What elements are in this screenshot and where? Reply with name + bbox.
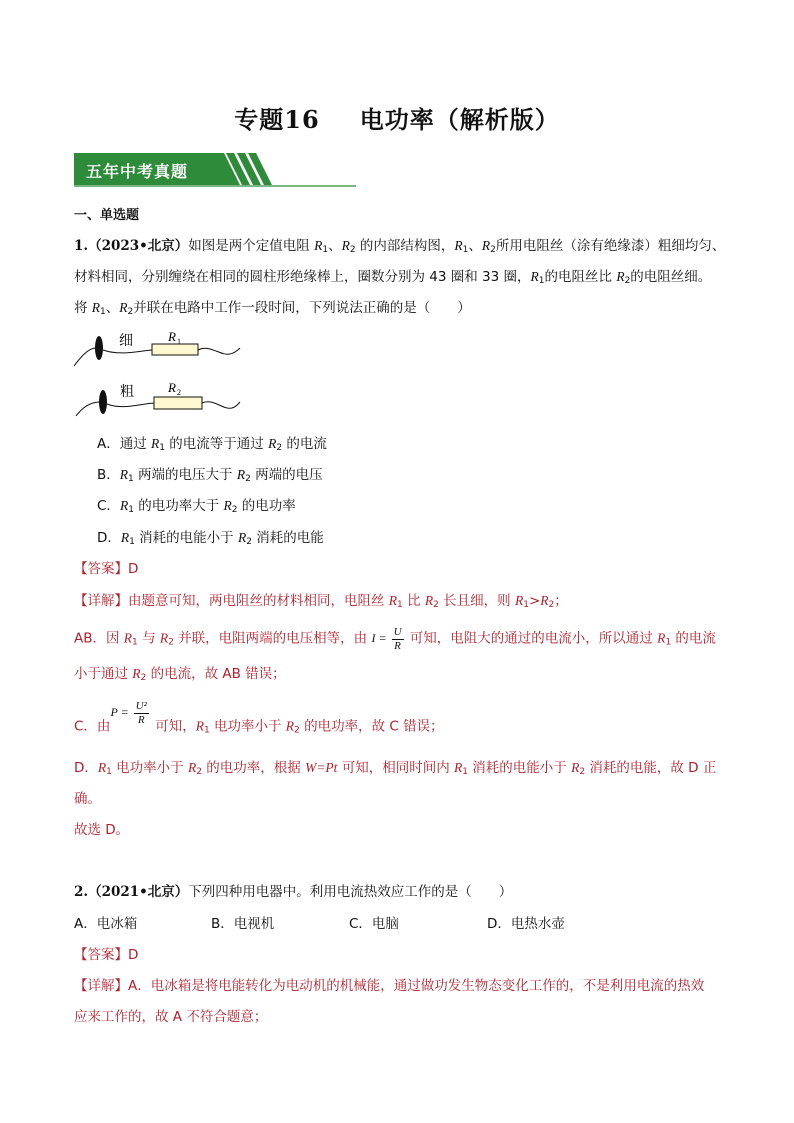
detail-text: 长且细，则 — [438, 593, 515, 609]
opt-text: 的电流 — [282, 436, 327, 452]
formula-ohm — [371, 626, 405, 652]
q1-text: 将 — [74, 300, 92, 316]
sub: 1 — [665, 637, 672, 648]
r1-label: R — [168, 329, 176, 344]
detail-tag: 【详解】 — [74, 978, 128, 994]
q2-option-d: D．电热水壶 — [487, 916, 565, 932]
sub: 2 — [276, 443, 283, 453]
opt-text: 的电功率大于 — [133, 498, 224, 514]
var-r: R — [424, 593, 434, 608]
q1-detail-4 — [74, 700, 444, 741]
sub: 1 — [100, 307, 106, 317]
var-r: R — [119, 467, 129, 482]
q1-option-d — [97, 528, 324, 552]
denominator: R — [137, 714, 145, 726]
sub: 2 — [548, 600, 555, 610]
q1-detail-6: 确。 — [74, 791, 101, 807]
answer-tag: 【答案】 — [74, 947, 128, 963]
q1-option-c — [97, 496, 296, 520]
var-r: R — [119, 498, 129, 513]
q1-option-a — [97, 434, 327, 458]
sub: 1 — [129, 537, 135, 547]
sub: 1 — [523, 600, 529, 610]
formula-lhs: P — [110, 705, 118, 720]
var-r: R — [530, 269, 539, 284]
sub: 2 — [624, 276, 631, 286]
detail-text: 的电流 — [671, 630, 716, 647]
r2-sub: 2 — [177, 388, 181, 397]
opt-text: 消耗的电能小于 — [134, 530, 238, 546]
sub: 2 — [196, 767, 202, 777]
q1-text: 、 — [105, 300, 120, 316]
sub: 1 — [462, 245, 469, 255]
var-r: R — [454, 760, 463, 775]
var-r: R — [132, 666, 141, 681]
q1-number: 1. — [74, 238, 89, 254]
var-r: R — [285, 718, 295, 734]
var-r: R — [454, 238, 463, 253]
detail-text: 的电功率，故 C 错误； — [299, 718, 444, 735]
sub: 2 — [231, 505, 238, 515]
denominator: R — [394, 640, 401, 652]
opt-text: 两端的电压大于 — [133, 467, 237, 483]
q1-detail-7: 故选 D。 — [74, 822, 130, 838]
var-r: R — [159, 630, 169, 646]
r2-label: R — [168, 380, 176, 395]
fraction — [134, 700, 149, 727]
q2-option-a: A．电冰箱 — [74, 916, 138, 932]
opt-text: B． — [97, 467, 120, 483]
q1-detail-5 — [74, 758, 716, 782]
sub: 1 — [322, 245, 329, 255]
var-r: R — [268, 436, 277, 451]
sub: 2 — [294, 725, 300, 736]
var-r: R — [388, 593, 398, 608]
formula-eq: = — [117, 705, 132, 720]
sub: 2 — [245, 474, 251, 484]
q1-text: 如图是两个定值电阻 — [188, 238, 315, 254]
sub: 2 — [349, 245, 356, 255]
var-r: R — [187, 760, 197, 775]
r1-cap — [95, 336, 103, 360]
var-r: R — [151, 436, 160, 451]
sub: 2 — [140, 673, 147, 683]
detail-text: ； — [554, 593, 568, 609]
section-banner — [74, 153, 356, 187]
detail-text: A．电冰箱是将电能转化为电动机的机械能，通过做功发生物态变化工作的，不是利用电流的热效 — [128, 978, 705, 994]
thick-label: 粗 — [120, 384, 134, 400]
q1-answer — [74, 559, 138, 579]
var-r: R — [657, 630, 666, 646]
banner-label: 五年中考真题 — [86, 162, 189, 181]
q2-text: 下列四种用电器中。利用电流热效应工作的是（ ） — [188, 884, 513, 900]
opt-text: D． — [97, 530, 121, 546]
var-r: R — [314, 238, 323, 253]
opt-text: 的电功率 — [237, 498, 296, 514]
var-r: R — [123, 630, 133, 646]
sub: 1 — [538, 276, 545, 286]
sub: 2 — [490, 245, 496, 255]
sub: 1 — [203, 725, 210, 736]
q2-number: 2. — [74, 884, 89, 900]
var-r: R — [514, 593, 524, 608]
detail-text: AB．因 — [74, 630, 124, 647]
q1-line1 — [74, 236, 725, 260]
answer-value: D — [128, 947, 139, 963]
r1-sub: 1 — [177, 337, 181, 346]
formula-lhs: I — [371, 631, 376, 646]
formula-power — [110, 700, 150, 726]
thin-label: 细 — [119, 333, 133, 349]
q1-detail-1 — [74, 591, 568, 615]
sub: 1 — [106, 767, 112, 777]
detail-text: 由题意可知，两电阻丝的材料相同，电阻丝 — [128, 593, 389, 609]
var-r: R — [236, 467, 246, 482]
var-r: R — [97, 760, 107, 775]
detail-text: 比 — [402, 593, 425, 609]
detail-text: 消耗的电能，故 D 正 — [585, 760, 717, 776]
detail-text: 的电流，故 AB 错误； — [146, 666, 286, 682]
detail-text: D． — [74, 760, 98, 776]
resistor-r2 — [76, 380, 240, 416]
answer-value: D — [128, 561, 139, 577]
q1-line2 — [74, 267, 711, 291]
title-main: 专题16 — [234, 105, 320, 134]
sub: 1 — [159, 443, 166, 453]
answer-tag: 【答案】 — [74, 561, 128, 577]
var-r: R — [120, 530, 130, 545]
detail-text: 可知， — [150, 718, 196, 735]
q2-detail-1 — [74, 976, 704, 996]
q1-text: 所用电阻丝（涂有绝缘漆）粗细均匀、 — [495, 238, 726, 254]
opt-text: 消耗的电能 — [251, 530, 324, 546]
q2-source: （2021•北京） — [88, 884, 189, 900]
sub: 2 — [127, 307, 134, 317]
detail-text: 与 — [137, 630, 160, 647]
sub: 1 — [128, 505, 134, 515]
detail-text: 小于通过 — [74, 666, 133, 682]
var-r: R — [540, 593, 549, 608]
detail-text: 电功率小于 — [111, 760, 188, 776]
detail-text: C．由 — [74, 718, 111, 735]
q2-detail-2: 应来工作的，故 A 不符合题意； — [74, 1009, 268, 1025]
q1-detail-2 — [74, 626, 716, 653]
q1-text: 、 — [468, 238, 482, 254]
resistor-figure — [70, 326, 250, 418]
sub: 1 — [128, 474, 134, 484]
page-title — [0, 100, 794, 135]
q1-text: 并联在电路中工作一段时间，下列说法正确的是（ ） — [133, 300, 471, 316]
q1-detail-3 — [74, 664, 286, 688]
detail-text: 的电功率，根据 — [201, 760, 306, 776]
q2-option-c: C．电脑 — [349, 916, 399, 932]
r2-cap — [99, 390, 107, 414]
q1-text: 的电阻丝比 — [544, 269, 617, 285]
q2-option-b: B．电视机 — [211, 916, 275, 932]
q1-text: 材料相同，分别缠绕在相同的圆柱形绝缘棒上，圈数分别为 43 圈和 33 圈， — [74, 269, 531, 285]
numerator: U² — [135, 700, 147, 712]
opt-text: C． — [97, 498, 120, 514]
q1-text: 的内部结构图， — [355, 238, 455, 254]
var-r: R — [237, 530, 247, 545]
detail-text: 并联，电阻两端的电压相等，由 — [173, 630, 372, 647]
detail-tag: 【详解】 — [74, 593, 128, 609]
q2-answer — [74, 945, 138, 965]
q1-line3 — [74, 298, 471, 322]
detail-text: 消耗的电能小于 — [468, 760, 572, 776]
detail-text: 可知，相同时间内 — [337, 760, 455, 776]
detail-text: > — [528, 593, 541, 609]
var-r: R — [195, 718, 204, 734]
formula-w: W=Pt — [305, 760, 338, 775]
q1-text: 、 — [328, 238, 342, 254]
sub: 2 — [168, 637, 174, 648]
sub: 1 — [397, 600, 403, 610]
var-r: R — [616, 269, 625, 284]
q1-option-b — [97, 465, 323, 489]
sub: 1 — [462, 767, 468, 777]
detail-text: 电功率小于 — [209, 718, 286, 735]
sub: 2 — [246, 537, 252, 547]
sub: 2 — [433, 600, 439, 610]
var-r: R — [223, 498, 232, 513]
q1-text: 的电阻丝细。 — [630, 269, 712, 285]
opt-text: 两端的电压 — [250, 467, 323, 483]
opt-text: A．通过 — [97, 436, 152, 452]
opt-text: 的电流等于通过 — [165, 436, 269, 452]
section-heading: 一、单选题 — [74, 208, 140, 223]
fraction — [392, 626, 404, 653]
q1-source: （2023•北京） — [88, 238, 189, 254]
sub: 1 — [132, 637, 138, 648]
var-r: R — [481, 238, 491, 253]
var-r: R — [91, 300, 101, 315]
sub: 2 — [579, 767, 586, 777]
formula-eq: = — [375, 631, 390, 646]
var-r: R — [119, 300, 128, 315]
var-r: R — [571, 760, 580, 775]
var-r: R — [341, 238, 350, 253]
q2-stem — [74, 882, 512, 902]
resistor-r1 — [74, 329, 240, 366]
detail-text: 可知，电阻大的通过的电流小，所以通过 — [405, 630, 658, 647]
title-sub: 电功率（解析版） — [359, 105, 560, 134]
numerator: U — [393, 626, 402, 638]
